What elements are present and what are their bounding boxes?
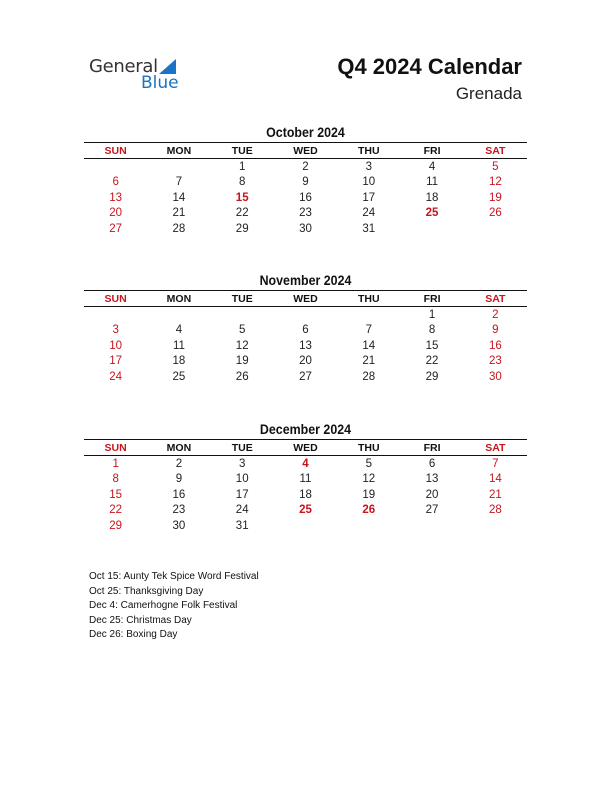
day-cell: 29	[425, 370, 439, 383]
logo-word-blue: Blue	[141, 73, 179, 93]
day-cell: 16	[488, 339, 502, 352]
day-cell: 18	[299, 488, 312, 501]
day-cell: 26	[235, 370, 249, 383]
day-cell: 1	[112, 457, 119, 470]
day-cell: 20	[109, 207, 123, 220]
day-cell: 29	[109, 519, 123, 532]
week-row	[84, 487, 527, 503]
day-cell: 24	[109, 370, 123, 383]
day-cell: 28	[362, 370, 376, 383]
weekday-tue: TUE	[211, 143, 274, 159]
day-cell: 23	[172, 504, 186, 517]
weekday-header-row	[84, 440, 527, 456]
day-cell: 1	[239, 160, 246, 173]
day-cell: 27	[425, 504, 439, 517]
week-row	[84, 323, 527, 339]
empty-day-cell	[84, 307, 147, 323]
month-october	[84, 124, 527, 237]
day-cell: 11	[426, 176, 439, 189]
weekday-tue: TUE	[211, 440, 274, 456]
day-cell: 21	[488, 488, 502, 501]
day-cell: 31	[362, 222, 376, 235]
weekday-fri: FRI	[400, 440, 463, 456]
weekday-thu: THU	[337, 143, 400, 159]
day-cell: 20	[299, 355, 312, 368]
day-cell: 26	[362, 504, 376, 517]
day-cell: 28	[488, 504, 502, 517]
day-cell: 15	[235, 191, 249, 204]
day-cell: 7	[365, 324, 372, 337]
day-cell: 22	[109, 504, 123, 517]
weekday-header-row	[84, 143, 527, 159]
page-title: Q4 2024 Calendar	[337, 54, 522, 79]
weekday-tue: TUE	[211, 291, 274, 307]
weekday-wed: WED	[274, 291, 337, 307]
day-cell: 2	[175, 457, 183, 470]
month-november	[84, 272, 527, 385]
day-cell: 11	[299, 473, 312, 486]
empty-day-cell	[211, 307, 274, 323]
week-row	[84, 472, 527, 488]
weekday-wed: WED	[274, 440, 337, 456]
day-cell: 14	[172, 191, 186, 204]
day-cell: 2	[302, 160, 309, 173]
day-cell: 19	[235, 355, 249, 368]
day-cell: 13	[299, 339, 312, 352]
day-cell: 3	[239, 457, 246, 470]
day-cell: 28	[172, 222, 186, 235]
holiday-note: Oct 15: Aunty Tek Spice Word Festival	[89, 571, 259, 582]
empty-day-cell	[400, 221, 463, 237]
day-cell: 17	[362, 191, 376, 204]
empty-day-cell	[464, 518, 527, 534]
day-cell: 10	[235, 473, 249, 486]
day-cell: 24	[362, 207, 376, 220]
weekday-sat: SAT	[464, 143, 527, 159]
calendar-body	[84, 159, 527, 237]
day-cell: 5	[365, 457, 372, 470]
week-row	[84, 221, 527, 237]
day-cell: 19	[488, 191, 502, 204]
day-cell: 29	[235, 222, 249, 235]
day-cell: 25	[425, 207, 439, 220]
day-cell: 22	[425, 355, 439, 368]
empty-day-cell	[147, 307, 210, 323]
day-cell: 16	[299, 191, 312, 204]
week-row	[84, 159, 527, 175]
month-title: December 2024	[259, 422, 352, 437]
day-cell: 22	[235, 207, 249, 220]
empty-day-cell	[274, 307, 337, 323]
day-cell: 30	[299, 222, 312, 235]
calendar-grid	[84, 290, 527, 385]
week-row	[84, 456, 527, 472]
weekday-sat: SAT	[464, 440, 527, 456]
weekday-sat: SAT	[464, 291, 527, 307]
week-row	[84, 354, 527, 370]
day-cell: 8	[239, 176, 246, 189]
day-cell: 15	[109, 488, 123, 501]
day-cell: 14	[362, 339, 376, 352]
weekday-wed: WED	[274, 143, 337, 159]
day-cell: 10	[362, 176, 376, 189]
day-cell: 12	[235, 339, 249, 352]
week-row	[84, 518, 527, 534]
day-cell: 19	[362, 488, 376, 501]
day-cell: 7	[492, 457, 499, 470]
calendar-grid	[84, 439, 527, 534]
day-cell: 9	[492, 324, 499, 337]
day-cell: 7	[175, 176, 183, 189]
holiday-note: Oct 25: Thanksgiving Day	[89, 585, 204, 597]
day-cell: 31	[235, 519, 249, 532]
week-row	[84, 190, 527, 206]
weekday-thu: THU	[337, 440, 400, 456]
weekday-sun: SUN	[84, 440, 147, 456]
day-cell: 13	[425, 473, 439, 486]
day-cell: 10	[109, 339, 123, 352]
day-cell: 16	[172, 488, 186, 501]
day-cell: 3	[112, 324, 119, 337]
day-cell: 25	[172, 370, 186, 383]
day-cell: 21	[172, 207, 186, 220]
holiday-note: Dec 25: Christmas Day	[89, 614, 192, 626]
holiday-notes	[89, 570, 259, 643]
day-cell: 9	[302, 176, 309, 189]
day-cell: 25	[299, 504, 312, 517]
day-cell: 20	[425, 488, 439, 501]
week-row	[84, 307, 527, 323]
weekday-mon: MON	[147, 143, 210, 159]
weekday-fri: FRI	[400, 143, 463, 159]
day-cell: 6	[302, 324, 309, 337]
day-cell: 11	[172, 339, 185, 352]
week-row	[84, 503, 527, 519]
day-cell: 4	[175, 324, 183, 337]
day-cell: 5	[239, 324, 246, 337]
day-cell: 24	[235, 504, 249, 517]
day-cell: 30	[172, 519, 186, 532]
day-cell: 27	[109, 222, 123, 235]
week-row	[84, 175, 527, 191]
day-cell: 12	[362, 473, 376, 486]
day-cell: 9	[175, 473, 183, 486]
day-cell: 17	[235, 488, 249, 501]
day-cell: 1	[428, 308, 436, 321]
day-cell: 4	[428, 160, 436, 173]
calendar-grid	[84, 142, 527, 237]
day-cell: 13	[109, 191, 123, 204]
day-cell: 6	[112, 176, 119, 189]
day-cell: 30	[488, 370, 502, 383]
month-december	[84, 421, 527, 534]
weekday-mon: MON	[147, 291, 210, 307]
weekday-fri: FRI	[400, 291, 463, 307]
day-cell: 14	[488, 473, 502, 486]
day-cell: 8	[112, 473, 119, 486]
day-cell: 18	[172, 355, 186, 368]
day-cell: 3	[365, 160, 372, 173]
day-cell: 17	[109, 355, 123, 368]
day-cell: 18	[425, 191, 439, 204]
day-cell: 12	[488, 176, 502, 189]
weekday-thu: THU	[337, 291, 400, 307]
weekday-sun: SUN	[84, 143, 147, 159]
day-cell: 23	[488, 355, 502, 368]
weekday-sun: SUN	[84, 291, 147, 307]
week-row	[84, 338, 527, 354]
day-cell: 26	[488, 207, 502, 220]
day-cell: 8	[428, 324, 436, 337]
logo-triangle-icon	[159, 59, 176, 74]
empty-day-cell	[337, 518, 400, 534]
empty-day-cell	[84, 159, 147, 175]
brand-logo	[89, 56, 189, 96]
week-row	[84, 206, 527, 222]
empty-day-cell	[274, 518, 337, 534]
empty-day-cell	[337, 307, 400, 323]
day-cell: 27	[299, 370, 312, 383]
calendar-body	[84, 307, 527, 385]
weekday-header-row	[84, 291, 527, 307]
holiday-note: Dec 26: Boxing Day	[89, 629, 178, 640]
calendar-body	[84, 456, 527, 534]
logo-word-general: General	[89, 56, 158, 77]
day-cell: 23	[299, 207, 312, 220]
page-subtitle: Grenada	[455, 84, 522, 103]
empty-day-cell	[464, 221, 527, 237]
empty-day-cell	[147, 159, 210, 175]
day-cell: 2	[492, 308, 499, 321]
day-cell: 6	[428, 457, 436, 470]
day-cell: 5	[492, 160, 499, 173]
weekday-mon: MON	[147, 440, 210, 456]
month-title: October 2024	[266, 125, 345, 140]
day-cell: 21	[362, 355, 376, 368]
week-row	[84, 369, 527, 385]
month-title: November 2024	[259, 273, 352, 288]
empty-day-cell	[400, 518, 463, 534]
day-cell: 4	[302, 457, 309, 470]
day-cell: 15	[425, 339, 439, 352]
holiday-note: Dec 4: Camerhogne Folk Festival	[89, 600, 238, 611]
